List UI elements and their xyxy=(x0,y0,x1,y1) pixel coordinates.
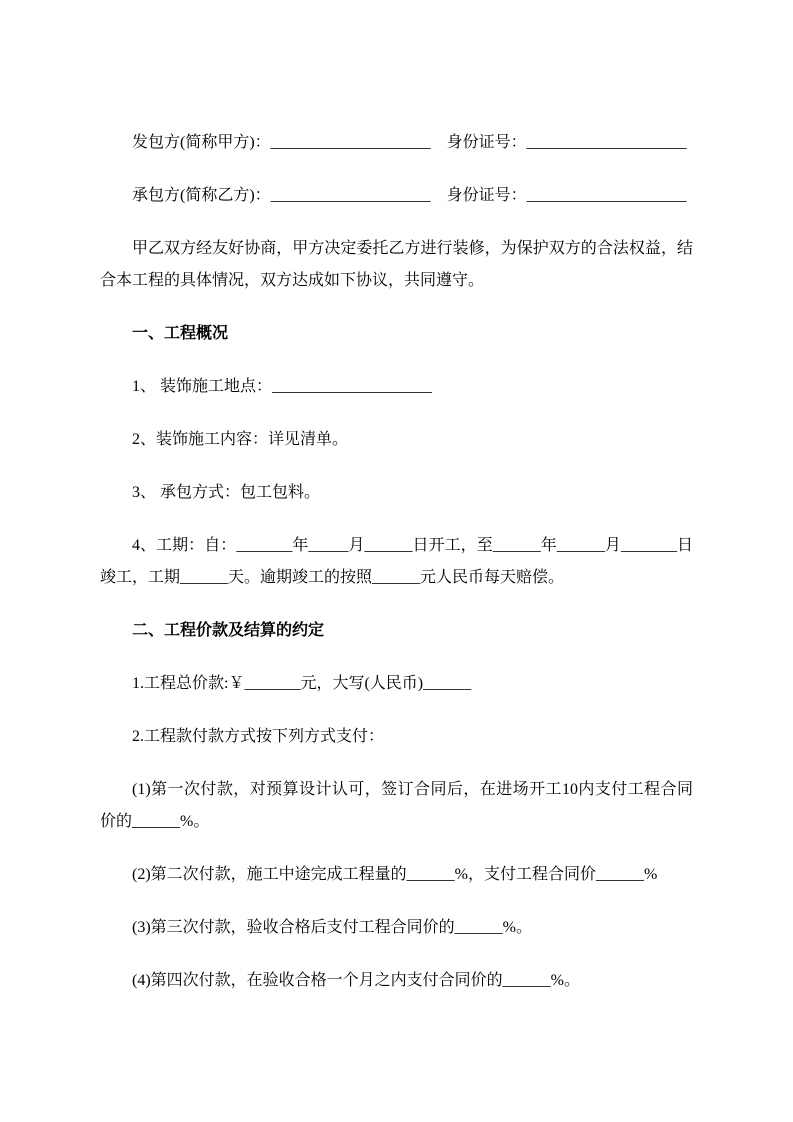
item-payment-method: 2.工程款付款方式按下列方式支付： xyxy=(132,728,385,745)
party-b-line: 承包方(简称乙方)：____________________ 身份证号：____________________ xyxy=(132,187,687,204)
section-2-heading: 二、工程价款及结算的约定 xyxy=(132,622,325,639)
payment-installment-1: (1)第一次付款，对预算设计认可，签订合同后，在进场开工10内支付工程合同价的______%。 xyxy=(100,781,693,830)
section-1-heading: 一、工程概况 xyxy=(132,325,229,342)
item-construction-period: 4、工期：自：_______年_____月______日开工，至______年______月_______日竣工，工期______天。逾期竣工的按照______元人民币每天赔偿。 xyxy=(100,537,693,586)
payment-installment-3: (3)第三次付款，验收合格后支付工程合同价的______%。 xyxy=(132,919,532,936)
item-construction-location: 1、 装饰施工地点：____________________ xyxy=(132,378,433,395)
payment-installment-2: (2)第二次付款，施工中途完成工程量的______%，支付工程合同价______% xyxy=(132,866,658,883)
item-total-price: 1.工程总价款:￥_______元，大写(人民币)______ xyxy=(132,675,472,692)
item-contracting-method: 3、 承包方式：包工包料。 xyxy=(132,484,321,501)
party-a-line: 发包方(简称甲方)：____________________ 身份证号：____________________ xyxy=(132,134,687,151)
preamble-paragraph: 甲乙双方经友好协商，甲方决定委托乙方进行装修，为保护双方的合法权益，结合本工程的具体情况，双方达成如下协议，共同遵守。 xyxy=(100,240,693,289)
item-construction-content: 2、装饰施工内容：详见清单。 xyxy=(132,431,349,448)
payment-installment-4: (4)第四次付款，在验收合格一个月之内支付合同价的______%。 xyxy=(132,972,580,989)
